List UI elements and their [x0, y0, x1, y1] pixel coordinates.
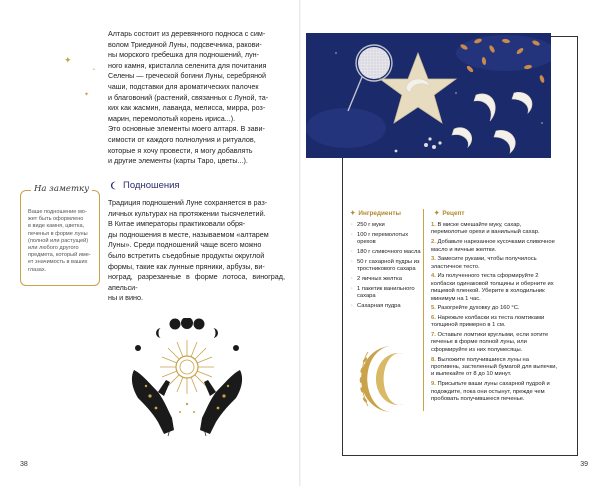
note-text: Ваше подношение мо- жет быть оформлено в виде камня, цветка, печенья в форме луны (полной или растущей) или любого другого предмета, который име- ет значимость в ваших глазах. [28, 209, 91, 273]
step-number: 7. [431, 332, 436, 339]
step-number: 4. [431, 273, 436, 280]
step-text: Выложите получившиеся луны на противень, застеленный бумагой для выпечки, и выпекайте от 8 до 10 минут. [431, 356, 558, 378]
step-text: Добавьте нарезанное кусочками сливочное масло и яичные желтки. [431, 239, 555, 253]
ingredient-item: · 250 г муки [350, 222, 422, 229]
page-number: 38 [20, 461, 28, 468]
star-bullet-icon: ✦ [350, 210, 356, 217]
right-page [300, 0, 600, 486]
step-text: Замесите руками, чтобы получилось эластичное тесто. [431, 256, 537, 270]
recipe-step [431, 381, 559, 403]
step-text: Разогрейте духовку до 160 °С. [437, 305, 520, 312]
recipe-step [431, 305, 559, 312]
recipe-steps [431, 222, 559, 406]
step-text: Из полученного теста сформируйте 2 колбаски одинаковой толщины и оберните их пищевой пленкой. Уберите в холодильник минимум на 1 час. [431, 273, 554, 302]
crescent-wreath-icon [356, 340, 414, 418]
section-heading [110, 180, 180, 191]
step-text: Присыпьте ваши луны сахарной пудрой и подождите, пока они остынут, прежде чем пробовать получившееся печенье. [431, 381, 550, 402]
recipe-header-text: Рецепт [442, 209, 465, 217]
ingredients-header [350, 209, 401, 217]
moon-phases-illustration [128, 318, 246, 446]
page-number: 39 [580, 461, 588, 468]
star-bullet-icon: ✦ [434, 210, 440, 217]
ingredients-header-text: Ингредиенты [358, 209, 401, 217]
step-number: 1. [431, 222, 436, 228]
step-number: 9. [431, 381, 436, 388]
step-text: В миске смешайте муку, сахар, перемолотые орехи и ванильный сахар. [431, 222, 540, 236]
recipe-step [431, 332, 559, 354]
dot-icon: • [93, 67, 95, 73]
right-hand [200, 370, 242, 434]
note-box [20, 184, 100, 286]
step-text: Нарежьте колбаски из теста ломтиками толщиной примерно в 1 см. [431, 314, 545, 329]
recipe-header [434, 209, 465, 217]
recipe-step [431, 315, 559, 330]
recipe-step [431, 357, 559, 379]
note-title: На заметку [31, 184, 92, 194]
step-number: 3. [431, 256, 436, 263]
ingredient-item: · 2 яичных желтка [350, 276, 422, 283]
star-icon: ✦ [64, 55, 72, 65]
ingredient-item: · 180 г сливочного масла [350, 249, 422, 256]
ingredient-item: · Сахарная пудра [350, 303, 422, 310]
recipe-step [431, 239, 559, 254]
moon-icon [110, 181, 119, 190]
column-divider [423, 209, 424, 411]
step-number: 6. [431, 314, 436, 321]
recipe-step [431, 256, 559, 271]
cookies-photo [306, 33, 551, 158]
recipe-step [431, 222, 559, 237]
star-icon: ✦ [84, 92, 90, 98]
left-hand [132, 370, 174, 434]
offerings-paragraph: Традиция подношений Луне сохраняется в раз- личных культурах на протяжении тысячелетий. В Китае императоры практиковали обря- ды подношения в месте, называемом «алтарем Луны». Среди подношений чаще всего можно было встретить съедобные продукты округлой формы, такие как лунные пряники, арбузы, ви- ноград, разрезанные в форме лотоса, виноград, апельси- ны и вино. [108, 198, 285, 303]
ingredients-list [350, 222, 422, 313]
step-number: 8. [431, 356, 436, 363]
step-number: 2. [431, 239, 436, 246]
ingredient-item: · 100 г перемолотых орехов [350, 232, 422, 247]
section-title: Подношения [123, 180, 180, 191]
intro-paragraph: Алтарь состоит из деревянного подноса с сим- волом Триединой Луны, подсвечника, ракови- ны морского гребешка для подношений, лун- ного камня, кристалла селенита для почитания Селены — греческой богини Луны, серебряной чаши, подставки для ароматических палочек и благовоний (растений, связанных с Луной, та- ких как жасмин, лаванда, мелисса, мирра, роз- марин, перемолотый корень ириса...). Это основные элементы моего алтаря. В зави- симости от каждого полнолуния и ритуалов, которые я хочу провести, я могу добавлять и другие элементы (карты Таро, цветы...). [108, 29, 269, 166]
step-number: 5. [431, 305, 436, 312]
step-text: Оставьте ломтики круглыми, если хотите печенье в форме полной луны, или сформируйте из них полумесяцы. [431, 332, 549, 353]
ingredient-item: · 50 г сахарной пудры из тростникового сахара [350, 259, 422, 274]
ingredient-item: · 1 пакетик ванильного сахара [350, 286, 422, 301]
recipe-step [431, 273, 559, 303]
